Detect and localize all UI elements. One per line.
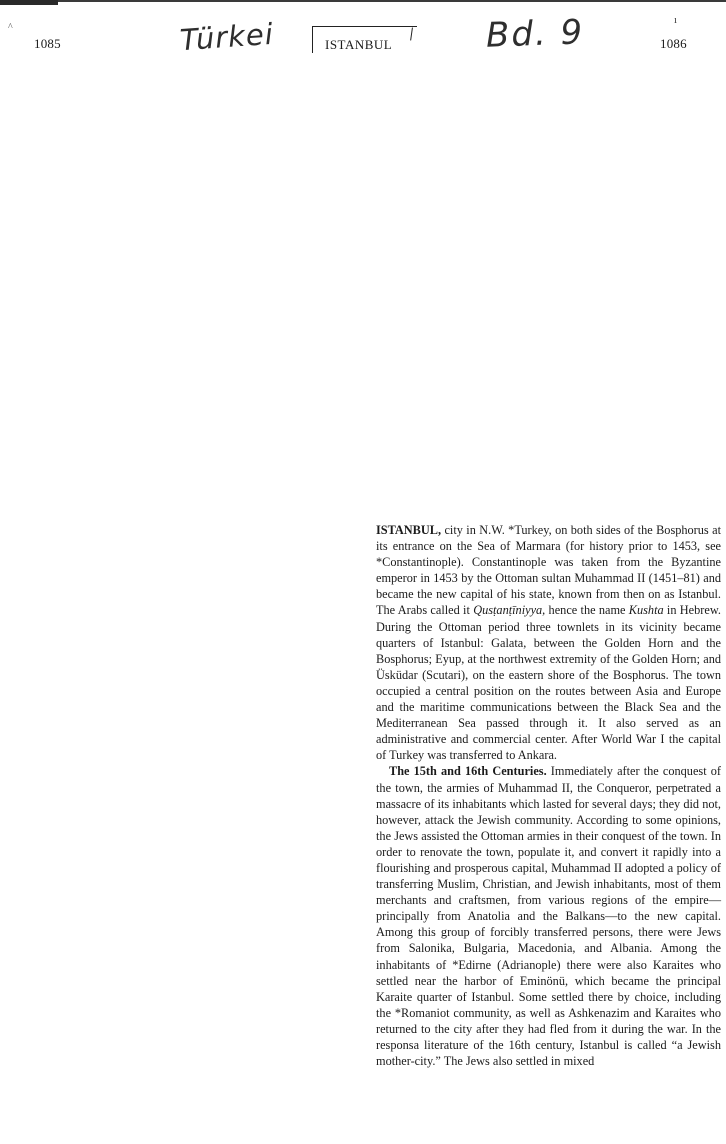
margin-mark: ı — [674, 14, 678, 26]
corner-mark: ^ — [8, 22, 13, 33]
page-number-right: 1086 — [660, 36, 687, 51]
article-text: in Hebrew. During the Ottoman period three townlets in its vicinity became quarters of Istanbul: Galata, between the Golden Horn and the Bosphorus; Eyup, at the northwest extremity of the Golden Horn; and Üsküdar (Scutari), on the eastern shore of the Bosphorus. The town occupied a central position on the routes between Asia and Europe and the maritime communications between the Black Sea and the Mediterranean Sea passed through it. It also served as an administrative and commercial center. After World War I the capital of Turkey was transferred to Ankara. — [376, 603, 721, 763]
article-paragraph-intro — [376, 522, 721, 763]
running-head-tick — [410, 28, 420, 42]
article-italic-term: Qusṭanṭīniyya, — [473, 603, 546, 618]
top-scan-edge — [0, 0, 58, 5]
article-text: city in N.W. *Turkey, on both sides of the Bosphorus at its entrance on the Sea of Marmara (for history prior to 1453, see *Constantinople). Constantinople was taken from the Byzantine emperor in 1453 by the Ottoman sultan Muhammad II (1451–81) and became the new capital of his state, known from then on as Istanbul. The Arabs called it — [376, 523, 721, 618]
running-head: ISTANBUL — [325, 37, 393, 52]
article-paragraph-history — [376, 763, 721, 1069]
page-number-left: 1085 — [34, 36, 61, 51]
article-headword: ISTANBUL, — [376, 523, 442, 537]
handwritten-annotation-right: Bd. 9 — [485, 12, 585, 56]
article-text: hence the name — [545, 603, 629, 618]
section-subheading: The 15th and 16th Centuries. — [389, 764, 547, 779]
article-text: Immediately after the conquest of the town, the armies of Muhammad II, the Conqueror, perpetrated a massacre of its inhabitants which lasted for several days; they did not, however, attack the Jewish community. According to some opinions, the Jews assisted the Ottoman armies in their conquest of the town. In order to renovate the town, populate it, and convert it rapidly into a flourishing and prosperous capital, Muhammad II adopted a policy of transferring Muslim, Christian, and Jewish inhabitants, most of them merchants and craftsmen, from various regions of the empire—principally from Anatolia and the Balkans—to the new capital. Among this group of forcibly transferred persons, there were Jews from Salonika, Bulgaria, Macedonia, and Albania. Among the inhabitants of *Edirne (Adrianople) there were also Karaites who settled near the harbor of Eminönü, which became the principal Karaite quarter of Istanbul. Some settled there by choice, including the *Romaniot community, as well as Ashkenazim and Karaites who returned to the city after they had fled from it during the war. In the responsa literature of the 16th century, Istanbul is called “a Jewish mother-city.” The Jews also settled in mixed — [376, 764, 721, 1069]
article-italic-term: Kushta — [628, 603, 664, 618]
top-scan-rule — [0, 0, 726, 2]
encyclopedia-article — [376, 522, 721, 1069]
handwritten-annotation-left: Türkei — [178, 16, 275, 58]
